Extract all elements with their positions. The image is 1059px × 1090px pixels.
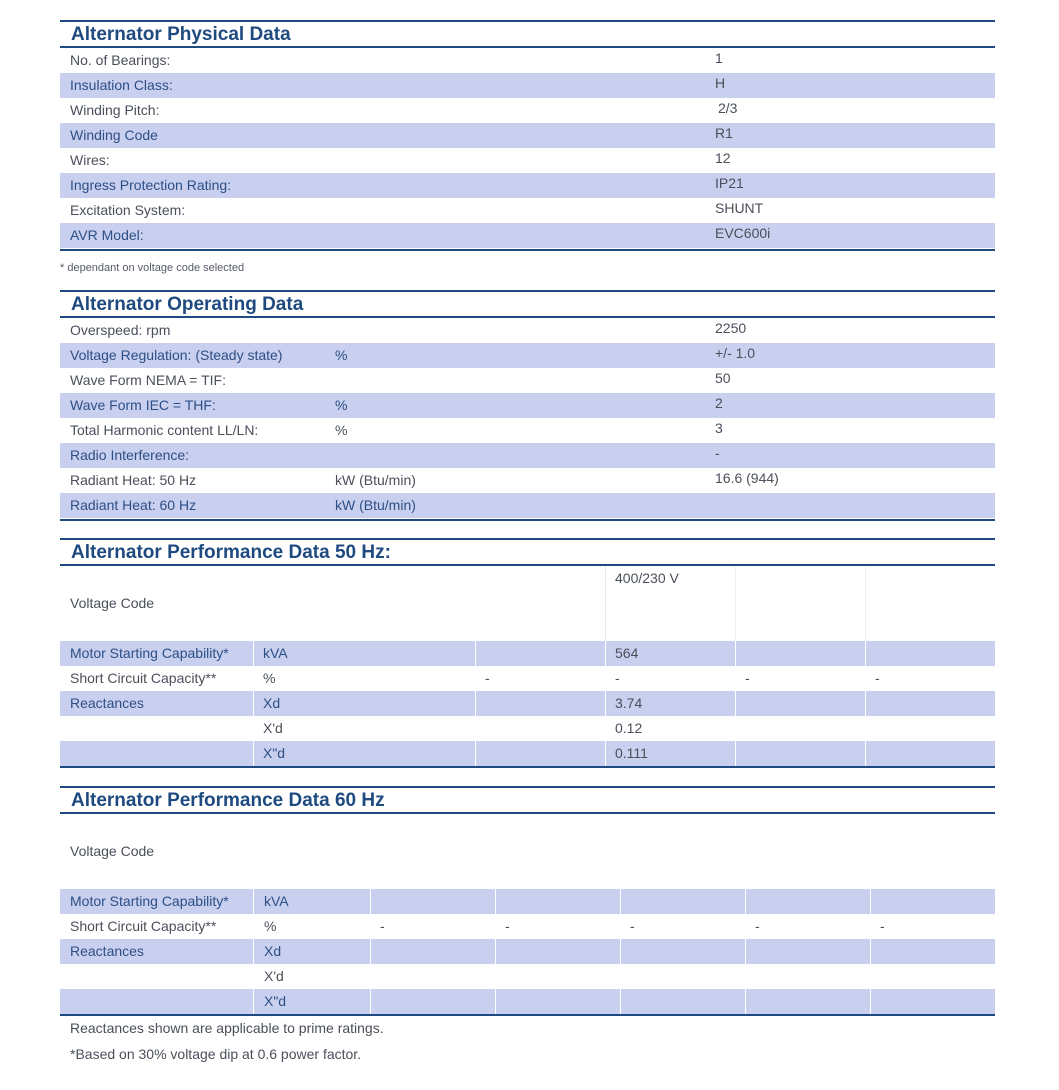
physical-row [60, 198, 995, 223]
physical-label: Wires: [70, 152, 110, 168]
perf60-row [60, 889, 995, 914]
operating-row [60, 318, 995, 343]
perf50-value: 0.12 [615, 720, 643, 736]
perf60-row [60, 964, 995, 989]
column-divider [605, 741, 606, 766]
perf50-row [60, 641, 995, 666]
perf60-value: - [880, 918, 885, 934]
column-divider [745, 989, 746, 1014]
operating-title: Alternator Operating Data [71, 294, 304, 315]
physical-value: 12 [715, 150, 731, 166]
column-divider [735, 691, 736, 716]
column-divider [620, 889, 621, 914]
physical-row [60, 148, 995, 173]
perf60-unit: kVA [264, 893, 289, 909]
perf60-voltage-code-label: Voltage Code [70, 843, 155, 859]
perf50-value: - [875, 670, 880, 686]
operating-row [60, 493, 995, 518]
physical-value: R1 [715, 125, 733, 141]
perf60-label: Reactances [70, 943, 144, 959]
column-divider [475, 741, 476, 766]
perf60-unit: Xd [264, 943, 282, 959]
physical-row [60, 123, 995, 148]
perf60-value: - [505, 918, 510, 934]
operating-value: 2 [715, 395, 723, 411]
column-divider [253, 939, 254, 964]
column-divider [605, 691, 606, 716]
column-divider [870, 889, 871, 914]
perf50-value: 3.74 [615, 695, 643, 711]
footnote-voltage-dip: *Based on 30% voltage dip at 0.6 power factor. [70, 1046, 362, 1062]
column-divider [745, 939, 746, 964]
operating-value: 2250 [715, 320, 747, 336]
column-divider [870, 939, 871, 964]
perf60-unit: % [264, 918, 277, 934]
operating-unit: % [335, 397, 348, 413]
column-divider [475, 691, 476, 716]
perf60-header-rule [60, 812, 995, 814]
perf50-unit: Xd [263, 695, 281, 711]
physical-row [60, 223, 995, 248]
perf50-top-rule [60, 538, 995, 540]
operating-label: Radiant Heat: 60 Hz [70, 497, 197, 513]
physical-title: Alternator Physical Data [71, 24, 291, 45]
physical-value: 2/3 [718, 100, 738, 116]
column-divider [253, 989, 254, 1014]
perf50-title: Alternator Performance Data 50 Hz: [71, 542, 391, 563]
perf50-value: 0.111 [615, 745, 648, 761]
perf60-unit: X'd [264, 968, 284, 984]
perf50-row [60, 716, 995, 741]
footnote-reactances: Reactances shown are applicable to prime ratings. [70, 1020, 384, 1036]
perf50-value: - [615, 670, 620, 686]
column-divider [253, 691, 254, 716]
perf60-value: - [755, 918, 760, 934]
operating-label: Radiant Heat: 50 Hz [70, 472, 197, 488]
perf50-row [60, 741, 995, 766]
perf60-label: Short Circuit Capacity** [70, 918, 217, 934]
physical-value: IP21 [715, 175, 744, 191]
physical-label: Ingress Protection Rating: [70, 177, 232, 193]
operating-value: +/- 1.0 [715, 345, 756, 361]
perf50-unit: kVA [263, 645, 288, 661]
physical-row [60, 173, 995, 198]
operating-row [60, 443, 995, 468]
operating-unit: kW (Btu/min) [335, 497, 416, 513]
perf60-row [60, 989, 995, 1014]
perf50-label: Reactances [70, 695, 144, 711]
perf60-value: - [380, 918, 385, 934]
column-divider [495, 989, 496, 1014]
perf60-title: Alternator Performance Data 60 Hz [71, 790, 385, 811]
physical-row [60, 73, 995, 98]
perf60-row [60, 914, 995, 939]
perf60-label: Motor Starting Capability* [70, 893, 229, 909]
column-divider [495, 939, 496, 964]
operating-value: 50 [715, 370, 731, 386]
column-divider [745, 889, 746, 914]
physical-label: AVR Model: [70, 227, 144, 243]
perf50-header-divider [735, 566, 736, 641]
perf50-bottom-rule [60, 766, 995, 768]
operating-label: Voltage Regulation: (Steady state) [70, 347, 283, 363]
perf50-voltage-code: 400/230 V [615, 570, 679, 586]
operating-label: Wave Form IEC = THF: [70, 397, 216, 413]
column-divider [370, 989, 371, 1014]
perf50-header-rule [60, 564, 995, 566]
column-divider [370, 939, 371, 964]
physical-value: 1 [715, 50, 723, 66]
physical-row [60, 98, 995, 123]
operating-label: Total Harmonic content LL/LN: [70, 422, 259, 438]
perf50-unit: X'd [263, 720, 283, 736]
operating-row [60, 343, 995, 368]
perf60-row [60, 939, 995, 964]
column-divider [865, 641, 866, 666]
operating-row [60, 393, 995, 418]
operating-row [60, 468, 995, 493]
physical-top-rule [60, 20, 995, 22]
perf60-value: - [630, 918, 635, 934]
perf50-label: Motor Starting Capability* [70, 645, 229, 661]
column-divider [495, 889, 496, 914]
physical-value: SHUNT [715, 200, 764, 216]
physical-label: Excitation System: [70, 202, 186, 218]
column-divider [253, 889, 254, 914]
physical-row [60, 48, 995, 73]
operating-unit: kW (Btu/min) [335, 472, 416, 488]
perf50-label: Short Circuit Capacity** [70, 670, 217, 686]
perf50-voltage-code-label: Voltage Code [70, 595, 155, 611]
column-divider [253, 641, 254, 666]
perf60-unit: X"d [264, 993, 287, 1009]
column-divider [620, 989, 621, 1014]
operating-top-rule [60, 290, 995, 292]
operating-label: Overspeed: rpm [70, 322, 171, 338]
perf50-row [60, 691, 995, 716]
physical-note: * dependant on voltage code selected [60, 262, 245, 274]
column-divider [475, 641, 476, 666]
column-divider [620, 939, 621, 964]
operating-bottom-rule [60, 519, 995, 521]
physical-label: Winding Pitch: [70, 102, 160, 118]
operating-label: Wave Form NEMA = TIF: [70, 372, 226, 388]
perf50-value: - [485, 670, 490, 686]
physical-label: Winding Code [70, 127, 158, 143]
perf50-value: - [745, 670, 750, 686]
perf60-top-rule [60, 786, 995, 788]
column-divider [370, 889, 371, 914]
column-divider [735, 641, 736, 666]
column-divider [605, 641, 606, 666]
operating-unit: % [335, 347, 348, 363]
perf50-header-divider [865, 566, 866, 641]
physical-bottom-rule [60, 249, 995, 251]
physical-value: EVC600i [715, 225, 771, 241]
operating-value: 16.6 (944) [715, 470, 779, 486]
physical-label: Insulation Class: [70, 77, 173, 93]
operating-value: - [715, 445, 720, 461]
perf50-row [60, 666, 995, 691]
operating-value: 3 [715, 420, 723, 436]
physical-value: H [715, 75, 726, 91]
operating-unit: % [335, 422, 348, 438]
operating-label: Radio Interference: [70, 447, 190, 463]
perf50-unit: % [263, 670, 276, 686]
perf50-unit: X"d [263, 745, 286, 761]
operating-row [60, 368, 995, 393]
column-divider [735, 741, 736, 766]
perf50-header-divider [605, 566, 606, 641]
perf50-value: 564 [615, 645, 639, 661]
column-divider [865, 741, 866, 766]
perf60-bottom-rule [60, 1014, 995, 1016]
physical-label: No. of Bearings: [70, 52, 171, 68]
column-divider [253, 741, 254, 766]
operating-row [60, 418, 995, 443]
column-divider [865, 691, 866, 716]
column-divider [870, 989, 871, 1014]
